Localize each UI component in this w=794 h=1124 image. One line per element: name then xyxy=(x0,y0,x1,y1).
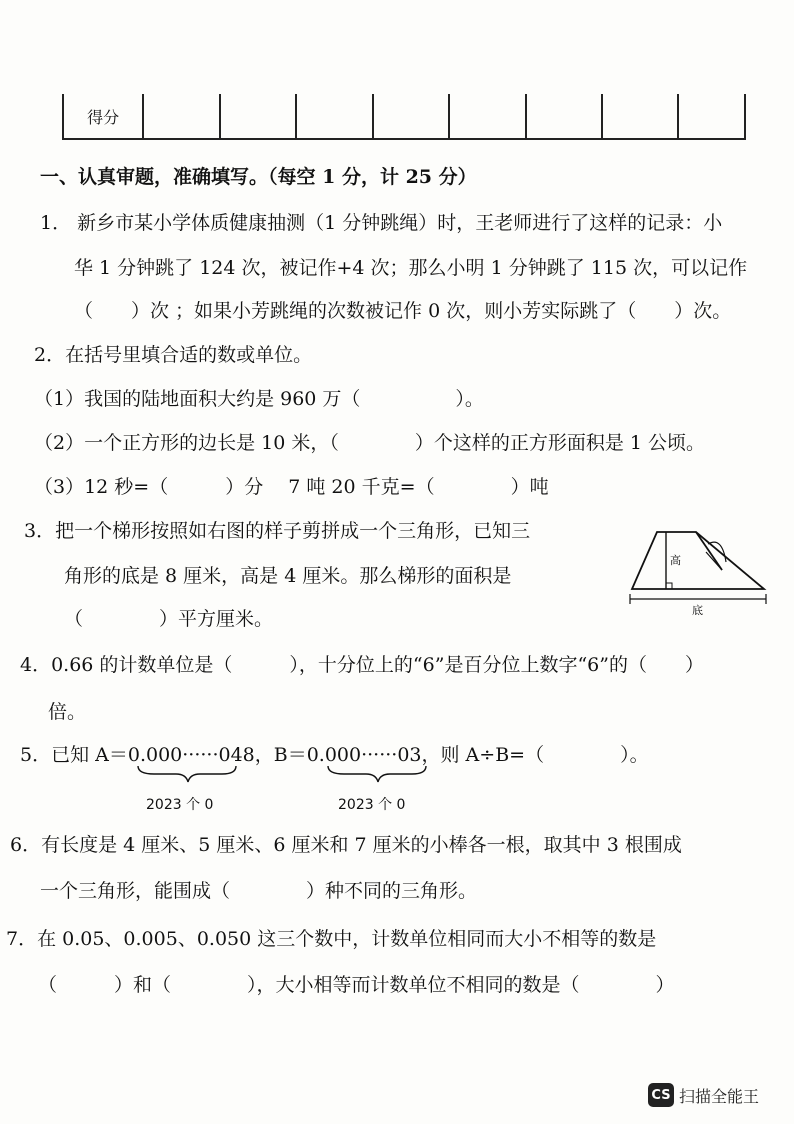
scanner-name: 扫描全能王 xyxy=(679,1086,760,1106)
q2-stem: 2．在括号里填合适的数或单位。 xyxy=(34,344,313,366)
q5-brace-label-1: 2023 个 0 xyxy=(146,797,214,813)
figure-base-label: 底 xyxy=(692,604,703,617)
score-cell xyxy=(603,94,679,138)
score-table xyxy=(62,94,746,140)
score-label: 得分 xyxy=(87,107,120,127)
q4-line2: 倍。 xyxy=(48,701,87,723)
score-cell xyxy=(221,94,297,138)
q1-line2: 华 1 分钟跳了 124 次，被记作+4 次；那么小明 1 分钟跳了 115 次，可以记作 xyxy=(74,257,748,279)
q7-line1: 7．在 0.05、0.005、0.050 这三个数中，计数单位相同而大小不相等的数是 xyxy=(6,928,657,950)
score-cell xyxy=(527,94,603,138)
q2-part2: （2）一个正方形的边长是 10 米，（ ）个这样的正方形面积是 1 公顷。 xyxy=(34,432,706,454)
q6-line1: 6．有长度是 4 厘米、5 厘米、6 厘米和 7 厘米的小棒各一根，取其中 3 根围成 xyxy=(10,834,682,856)
q7-line2: （ ）和（ ），大小相等而计数单位不相同的数是（ ） xyxy=(38,974,675,996)
q5-braces xyxy=(132,764,472,788)
q6-line2: 一个三角形，能围成（ ）种不同的三角形。 xyxy=(40,880,478,902)
q2-part1: （1）我国的陆地面积大约是 960 万（ ）。 xyxy=(34,388,484,410)
q1-line1: 1． 新乡市某小学体质健康抽测（1 分钟跳绳）时，王老师进行了这样的记录：小 xyxy=(40,212,723,234)
score-cell xyxy=(297,94,373,138)
q3-line3: （ ）平方厘米。 xyxy=(64,608,274,630)
q5-brace-label-2: 2023 个 0 xyxy=(338,797,406,813)
trapezoid-figure xyxy=(622,522,772,618)
q5-line1: 5．已知 A＝0.000······048，B＝0.000······03，则 A÷B=（ ）。 xyxy=(20,744,649,766)
figure-height-label: 高 xyxy=(670,554,681,567)
scanner-watermark xyxy=(648,1083,759,1107)
section-heading: 一、认真审题，准确填写。（每空 1 分，计 25 分） xyxy=(40,166,477,188)
q3-line1: 3．把一个梯形按照如右图的样子剪拼成一个三角形，已知三 xyxy=(24,520,531,542)
q2-part3: （3）12 秒=（ ）分 7 吨 20 千克=（ ）吨 xyxy=(34,476,549,498)
q3-line2: 角形的底是 8 厘米，高是 4 厘米。那么梯形的面积是 xyxy=(64,565,512,587)
score-cell xyxy=(450,94,526,138)
score-cell xyxy=(374,94,450,138)
score-cell xyxy=(144,94,220,138)
brace-a xyxy=(138,766,236,782)
scanner-logo-icon: CS xyxy=(648,1083,674,1107)
q4-line1: 4．0.66 的计数单位是（ ），十分位上的“6”是百分位上数字“6”的（ ） xyxy=(20,654,704,676)
score-cell xyxy=(679,94,744,138)
q1-line3: （ ）次 ；如果小芳跳绳的次数被记作 0 次，则小芳实际跳了（ ）次。 xyxy=(74,300,732,322)
score-label-cell xyxy=(64,94,144,138)
brace-b xyxy=(328,766,426,782)
